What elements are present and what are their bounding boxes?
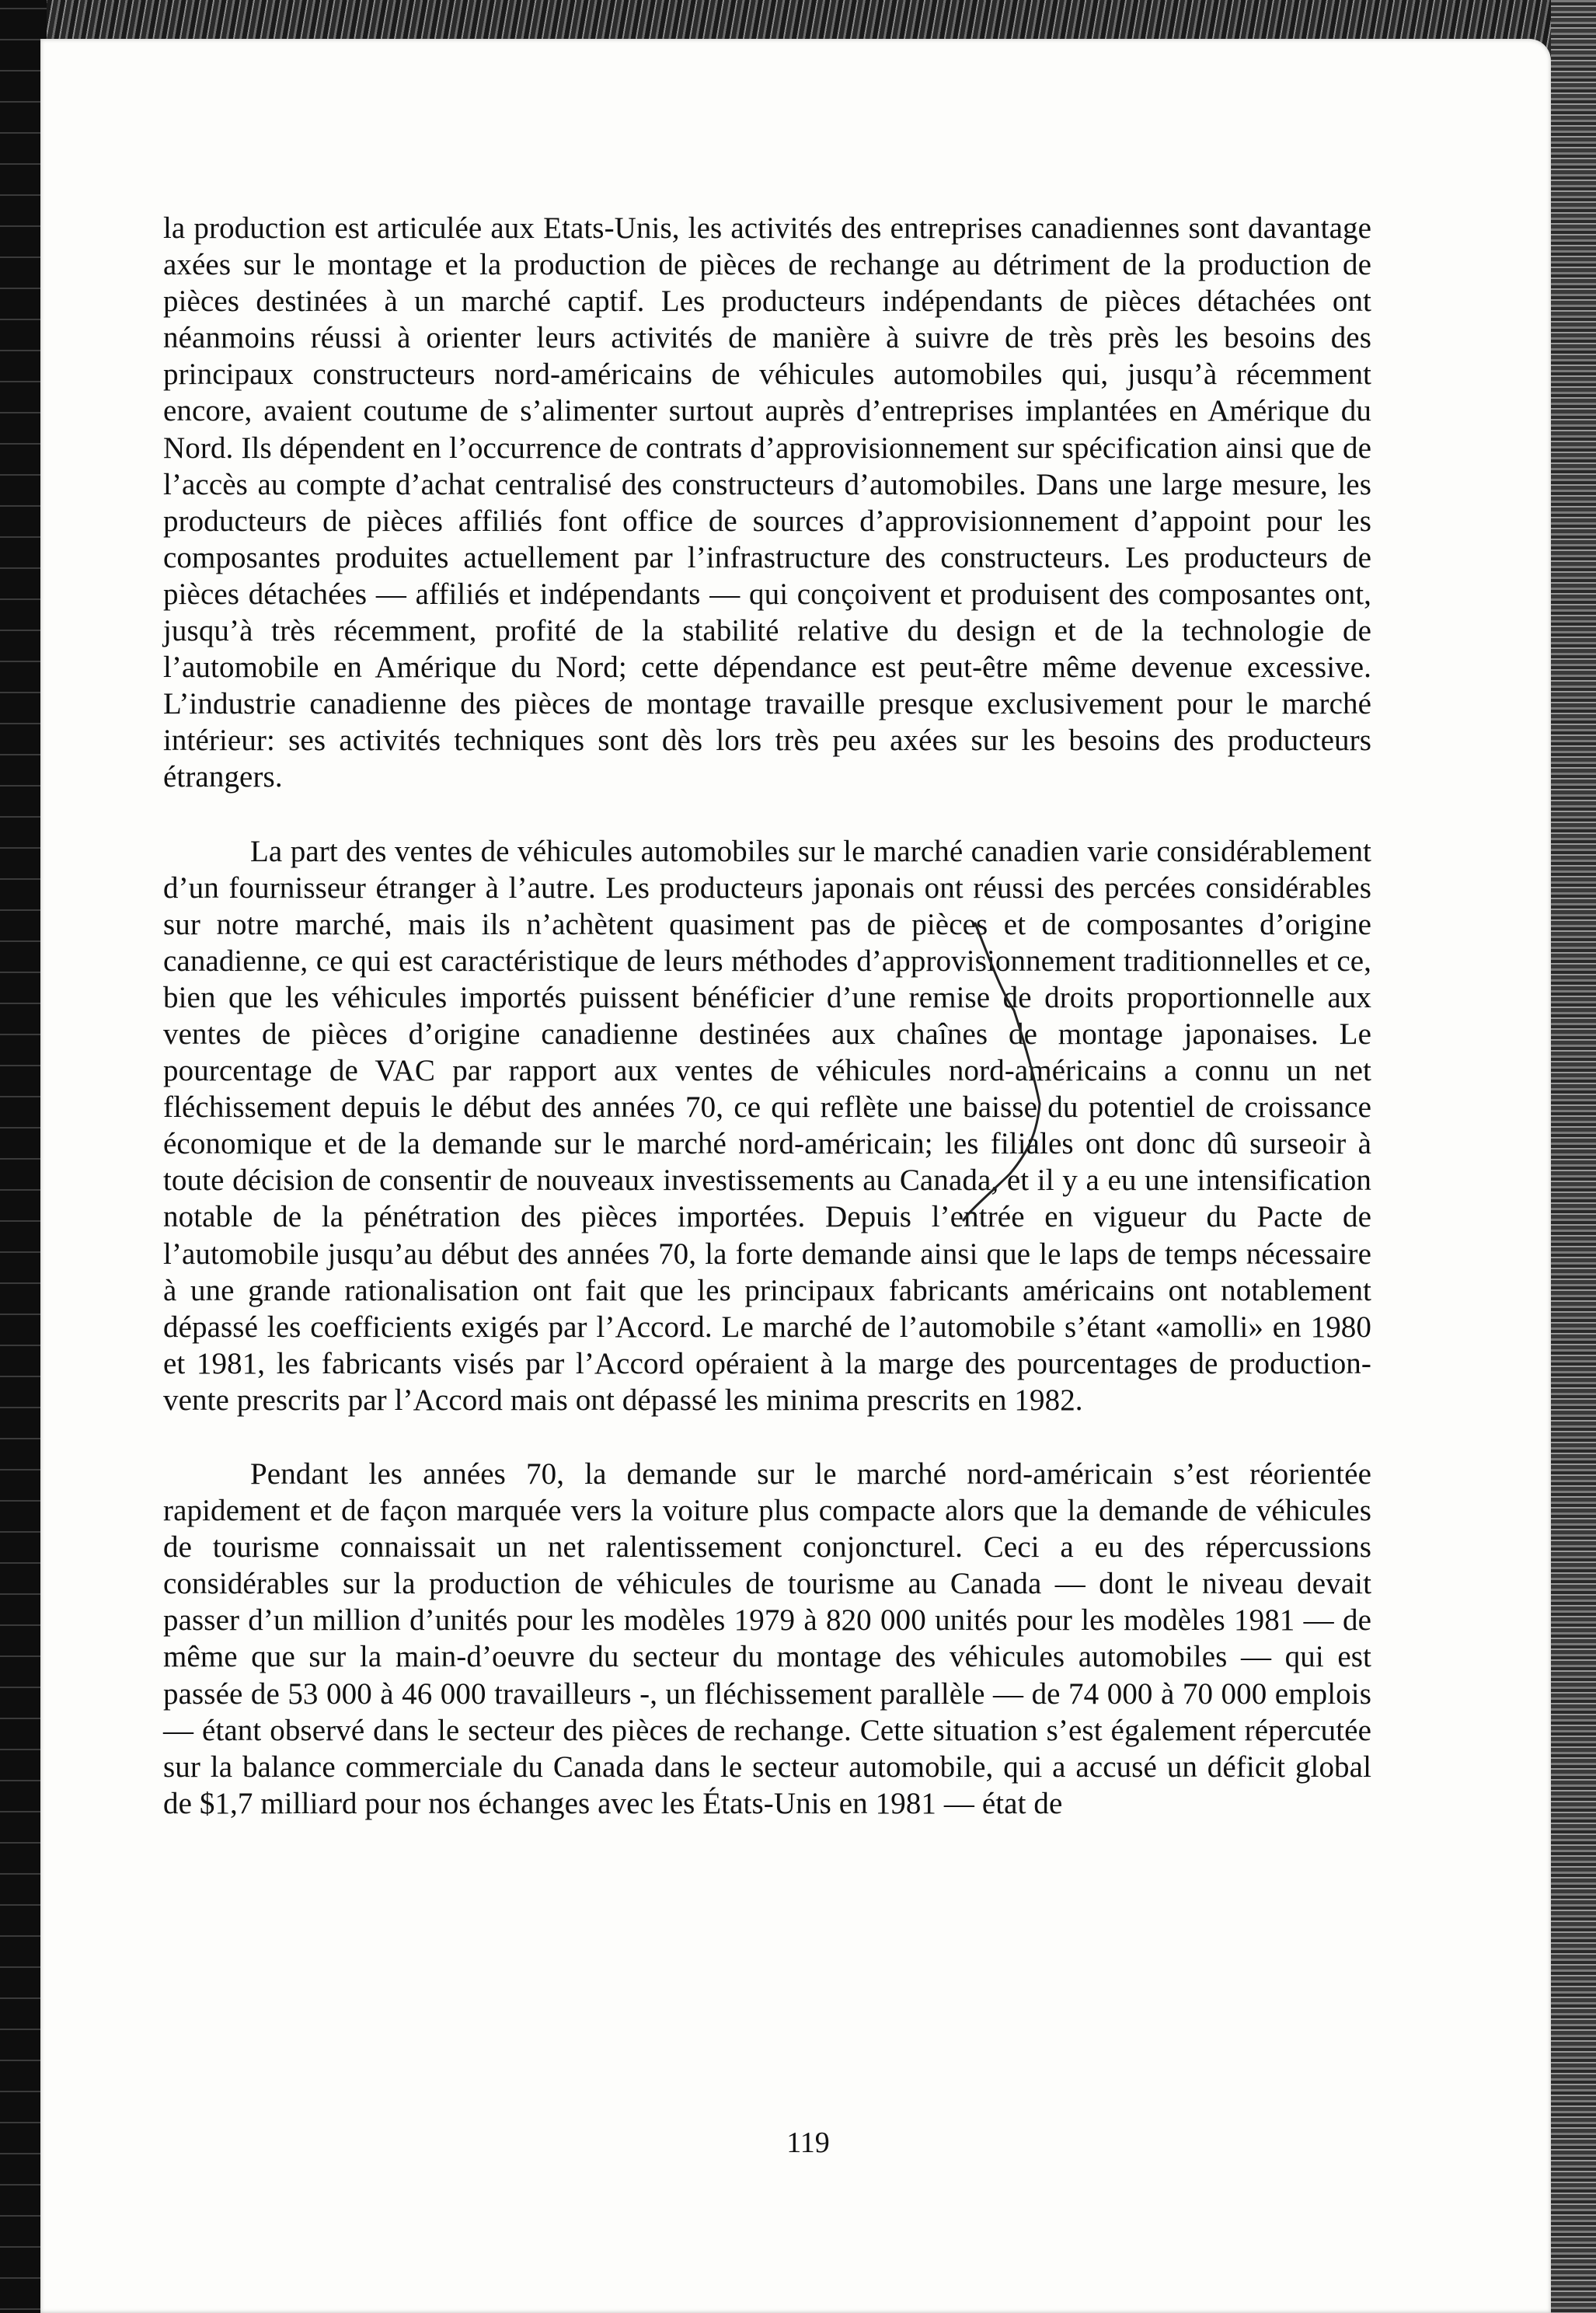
paragraph-1: la production est articulée aux Etats-Unis, les activités des entreprises canadiennes sont davantage axées sur le montage et la production de pièces de rechange au détriment de la production de pièces destinées à un marché captif. Les producteurs indépendants de pièces détachées ont néanmoins réussi à orienter leurs activités de manière à suivre de très près les besoins des principaux constructeurs nord-américains de véhicules automobiles qui, jusqu’à récemment encore, avaient coutume de s’alimenter surtout auprès d’entreprises implantées en Amérique du Nord. Ils dépendent en l’occurrence de contrats d’approvisionnement sur spécification ainsi que de l’accès au compte d’achat centralisé des constructeurs d’automobiles. Dans une large mesure, les producteurs de pièces affiliés font office de sources d’approvisionnement d’appoint pour les composantes produites actuellement par l’infrastructure des constructeurs. Les producteurs de pièces détachées — affiliés et indépendants — qui conçoivent et produisent des composantes ont, jusqu’à très récemment, profité de la stabilité relative du design et de la technologie de l’automobile en Amérique du Nord; cette dépendance est peut-être même devenue excessive. L’industrie canadienne des pièces de montage travaille presque exclusivement pour le marché intérieur: ses activités techniques sont dès lors très peu axées sur les besoins des producteurs étrangers. <box>163 211 1371 794</box>
scan-right-border <box>1551 0 1596 2313</box>
paragraph-2: La part des ventes de véhicules automobiles sur le marché canadien varie considérablement d’un fournisseur étranger à l’autre. Les producteurs japonais ont réussi des percées considérables sur notre marché, mais ils n’achètent quasiment pas de pièces et de composantes d’origine canadienne, ce qui est caractéristique de leurs méthodes d’approvisionnement traditionnelles et ce, bien que les véhicules importés puissent bénéficier d’une remise de droits proportionnelle aux ventes de pièces d’origine canadienne destinées aux chaînes de montage japonaises. Le pourcentage de VAC par rapport aux ventes de véhicules nord-américains a connu un net fléchissement depuis le début des années 70, ce qui reflète une baisse du potentiel de croissance économique et de la demande sur le marché nord-américain; les filiales ont donc dû surseoir à toute décision de consentir de nouveaux investissements au Canada, et il y a eu une intensification notable de la pénétration des pièces importées. Depuis l’entrée en vigueur du Pacte de l’automobile jusqu’au début des années 70, la forte demande ainsi que le laps de temps nécessaire à une grande rationalisation ont fait que les principaux fabricants américains ont notablement dépassé les coefficients exigés par l’Accord. Le marché de l’automobile s’étant «amolli» en 1980 et 1981, les fabricants visés par l’Accord opéraient à la marge des pourcentages de production-vente prescrits par l’Accord mais ont dépassé les minima prescrits en 1982. <box>163 834 1371 1417</box>
page-number: 119 <box>786 2126 830 2159</box>
body-text <box>163 210 1371 1822</box>
scan-left-border <box>0 0 47 2313</box>
paragraph-3: Pendant les années 70, la demande sur le marché nord-américain s’est réorientée rapidement et de façon marquée vers la voiture plus compacte alors que la demande de véhicules de tourisme connaissait un net ralentissement conjoncturel. Ceci a eu des répercussions considérables sur la production de véhicules de tourisme au Canada — dont le niveau devait passer d’un million d’unités pour les modèles 1979 à 820 000 unités pour les modèles 1981 — de même que sur la main-d’oeuvre du secteur du montage des véhicules automobiles — qui est passée de 53 000 à 46 000 travailleurs -, un fléchissement parallèle — de 74 000 à 70 000 emplois — étant observé dans le secteur des pièces de rechange. Cette situation s’est également répercutée sur la balance commerciale du Canada dans le secteur automobile, qui a accusé un déficit global de $1,7 milliard pour nos échanges avec les États-Unis en 1981 — état de <box>163 1457 1371 1820</box>
